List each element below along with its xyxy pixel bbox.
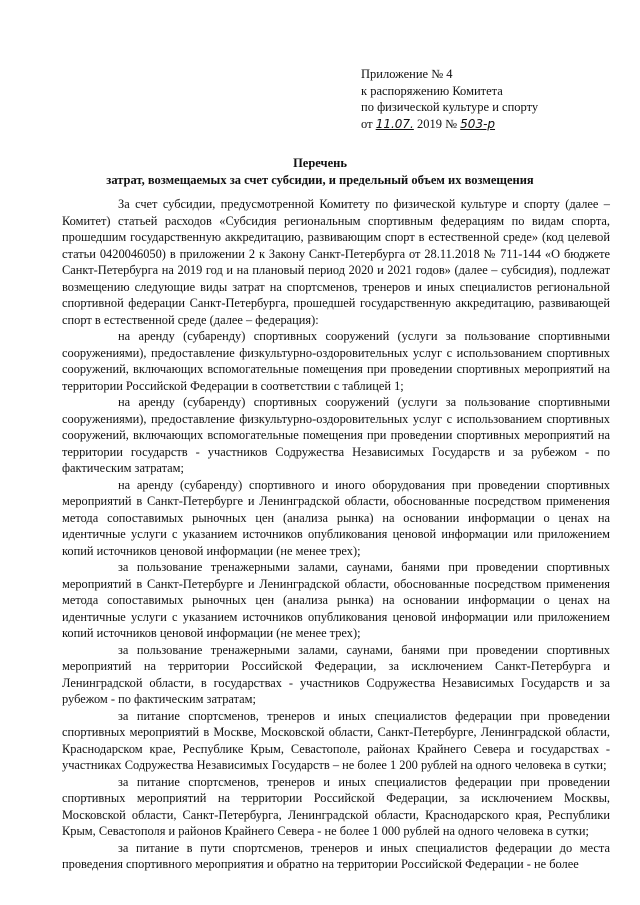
list-item: за питание спортсменов, тренеров и иных специалистов федерации при проведении спортивных мероприятий в Москве, Московской области, Санкт-Петербурге, Ленинградской области, Краснодарском крае, Республике Крым, Севастополе, районах Крайнего Севера и государствах - участниках Содружества Независимых Государств – не более 1 200 рублей на одного человека в сутки; bbox=[62, 708, 610, 772]
appendix-date-line bbox=[361, 116, 538, 133]
list-item: на аренду (субаренду) спортивного и иного оборудования при проведении спортивных мероприятий в Санкт-Петербурге и Ленинградской области, обоснованные посредством применения метода сопоставимых рыночных цен (анализа рынка) на основании информации о ценах на идентичные услуги с указанием источников опубликования ценовой информации или приложением копий источников ценовой информации (не менее трех); bbox=[62, 477, 610, 558]
date-prefix: от bbox=[361, 116, 373, 131]
appendix-committee: по физической культуре и спорту bbox=[361, 100, 539, 114]
document-title: Перечень bbox=[293, 156, 347, 170]
list-item: за пользование тренажерными залами, саунами, банями при проведении спортивных мероприятий в Санкт-Петербурге и Ленинградской области, обоснованные посредством применения метода сопоставимых рыночных цен (анализа рынка) на основании информации о ценах на идентичные услуги с указанием источников опубликования ценовой информации или приложением копий источников ценовой информации (не менее трех); bbox=[62, 560, 610, 640]
document-subtitle: затрат, возмещаемых за счет субсидии, и предельный объем их возмещения bbox=[106, 173, 534, 187]
list-item: за пользование тренажерными залами, саунами, банями при проведении спортивных мероприятий на территории Российской Федерации, за исключением Санкт-Петербурга и Ленинградской области, в государствах - участников Содружества Независимых Государств и за рубежом - по фактическим затратам; bbox=[62, 642, 610, 706]
appendix-number: Приложение № 4 bbox=[361, 67, 453, 81]
list-item: за питание спортсменов, тренеров и иных специалистов федерации при проведении спортивных мероприятий на территории Российской Федерации, за исключением Москвы, Московской области, Санкт-Петербурга, Ленинградской области, Краснодарского края, Республики Крым, Севастополя и районов Крайнего Севера - не более 1 000 рублей на одного человека в сутки; bbox=[62, 774, 610, 838]
list-item: на аренду (субаренду) спортивных сооружений (услуги за пользование спортивными сооружениями), предоставление физкультурно-оздоровительных услуг с использованием спортивных сооружений, включающих вспомогательные помещения при проведении спортивных мероприятий на территории государств - участников Содружества Независимых Государств и за рубежом - по фактическим затратам; bbox=[62, 395, 610, 475]
date-year: 2019 № bbox=[416, 116, 458, 131]
appendix-header bbox=[361, 66, 538, 132]
intro-paragraph: За счет субсидии, предусмотренной Комитету по физической культуре и спорту (далее – Комитет) статьей расходов «Субсидия региональным спортивным федерациям по видам спорта, прошедшим государственную аккредитацию, развивающим спорт в естественной среде» (код целевой статьи 0420046050) в приложении 2 к Закону Санкт-Петербурга от 28.11.2018 № 711-144 «О бюджете Санкт-Петербурга на 2019 год и на плановый период 2020 и 2021 годов» (далее – субсидия), подлежат возмещению следующие виды затрат на спортсменов, тренеров и иных специалистов региональной спортивной федерации Санкт-Петербурга, прошедшей государственную аккредитацию, развивающей спорт в естественной среде (далее – федерация): bbox=[62, 197, 610, 327]
handwritten-date: 11.07. bbox=[375, 116, 414, 131]
list-item: на аренду (субаренду) спортивных сооружений (услуги за пользование спортивными сооружениями), предоставление физкультурно-оздоровительных услуг с использованием спортивных сооружений, включающих вспомогательные помещения при проведении спортивных мероприятий на территории Российской Федерации в соответствии с таблицей 1; bbox=[62, 329, 610, 393]
document-body bbox=[62, 196, 610, 873]
appendix-order-ref: к распоряжению Комитета bbox=[361, 83, 503, 98]
list-item: за питание в пути спортсменов, тренеров и иных специалистов федерации до места проведения спортивного мероприятия и обратно на территории Российской Федерации - не более bbox=[62, 840, 610, 871]
handwritten-number: 503-р bbox=[460, 116, 496, 131]
